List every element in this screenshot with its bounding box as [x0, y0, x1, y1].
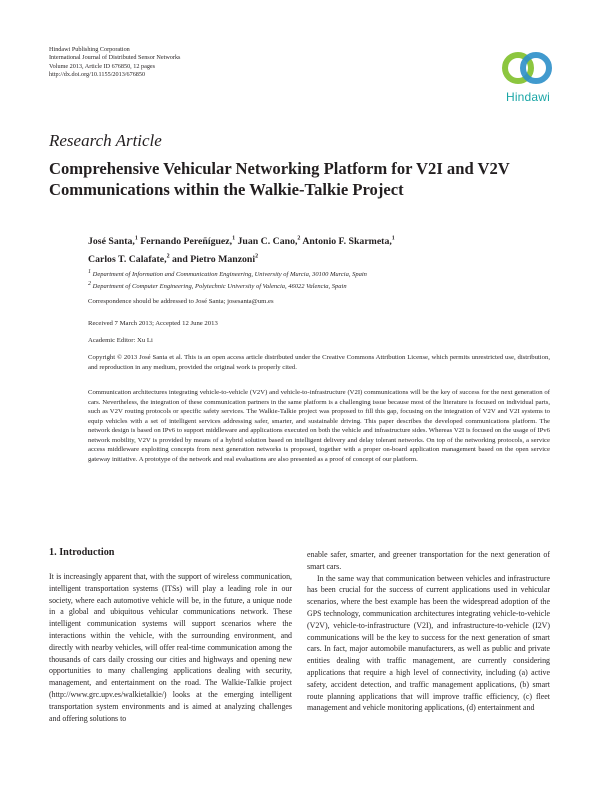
copyright-notice: Copyright © 2013 José Santa et al. This is an open access article distributed under the Creative Commons Attribution License, which permits unrestricted use, distribution, and reproduction in any medium, provided the original work is properly cited.	[88, 354, 550, 371]
abstract: Communication architectures integrating vehicle-to-vehicle (V2V) and vehicle-to-infrastructure (V2I) communications will be the key of success for the next generation of cars. Nevertheless, the integration of these communication partners in the same platform is a challenging issue because most of the literature is focused on individual parts, such as V2V routing protocols or specific safety services. The Walkie-Talkie project was proposed to fill this gap, focusing on the integration of V2V and V2I systems to equip vehicles with a set of intelligent services addressing safer, smarter, and sustainable driving. This paper describes the developed communications platform. The network design is based on IPv6 to support middleware and applications executed on both the vehicle and infrastructure sides. Whereas V2I is focused on the usage of IPv6 network mobility, V2V is provided by means of a hybrid solution based on intelligent delivery and delay tolerant networks. On top of the networking protocols, a service access middleware exploiting concepts from next generation networks is proposed, together with a proper on-board application management based on the open service gateway initiative. A prototype of the network and real evaluations are also presented as a proof of concept of our platform.	[88, 389, 550, 463]
academic-editor: Academic Editor: Xu Li	[88, 337, 153, 344]
author: José Santa,$^1$	[88, 236, 138, 248]
affiliation: $^1$ Department of Information and Communication Engineering, University of Murcia, 30100 Murcia, Spain	[88, 269, 367, 279]
author: Juan C. Cano,$^2$	[237, 236, 301, 248]
doi-link[interactable]: http://dx.doi.org/10.1155/2013/676850	[49, 70, 146, 78]
author: and Pietro Manzoni$^2$	[172, 253, 259, 266]
journal-header	[49, 46, 180, 79]
author: Antonio F. Skarmeta,$^1$	[302, 236, 395, 248]
received-dates: Received 7 March 2013; Accepted 12 June 2013	[88, 320, 218, 327]
logo-wordmark: Hindawi	[505, 90, 551, 104]
article-type: Research Article	[49, 131, 162, 150]
paper-title: Comprehensive Vehicular Networking Platform for V2I and V2V Communications within the Walkie-Talkie Project	[49, 159, 510, 199]
paragraph: enable safer, smarter, and greener transportation for the next generation of smart cars.	[307, 550, 550, 571]
journal-name: International Journal of Distributed Sensor Networks	[49, 54, 181, 62]
volume-info: Volume 2013, Article ID 676850, 12 pages	[49, 62, 156, 70]
section-heading: 1. Introduction	[49, 547, 115, 558]
right-column	[307, 549, 550, 714]
left-column	[49, 571, 292, 724]
author: Fernando Pereñíguez,$^1$	[140, 236, 236, 248]
paragraph: It is increasingly apparent that, with the support of wireless communication, intelligent transportation systems (ITSs) will play a leading role in our society, where each automotive vehicle will be, in the future, a unique node in a global and ubiquitous vehicular communications network. These intelligent communication systems will support scenarios where the interactions within the vehicle, with the surrounding environment, and directly with nearby vehicles, will offer real-time communication among the thousands of cars daily crossing our cities and highways and opening new opportunities to many challenging applications dealing with security, management, and entertainment on the road. The Walkie-Talkie project (http://www.grc.upv.es/walkietalkie/) looks at the emerging intelligent transportation system environments and is aimed at analyzing challenges and offering solutions to	[49, 572, 292, 723]
author-list	[88, 232, 518, 268]
paragraph: In the same way that communication between vehicles and infrastructure has been crucial for the success of current applications used in vehicular scenarios, where the best example has been the widespread adoption of the GPS technology, communication architectures integrating vehicle-to-vehicle (V2V), vehicle-to-infrastructure (V2I), and infrastructure-to-vehicle (I2V) communications will be the key to success for the next generation of smart cars. In fact, major automobile manufacturers, as well as public and private entities dealing with traffic management, are currently considering applications that require a high level of connectivity, including (a) active safety, accident detection, and traffic management applications, (b) smart route planning applications that will improve traffic efficiency, (c) fleet management and vehicle monitoring applications, (d) entertainment and	[307, 573, 550, 713]
correspondence: Correspondence should be addressed to José Santa; josesanta@um.es	[88, 298, 274, 305]
affiliation: $^2$ Department of Computer Engineering, Polytechnic University of Valencia, 46022 Valencia, Spain	[88, 281, 347, 291]
publisher-name: Hindawi Publishing Corporation	[49, 46, 130, 53]
author: Carlos T. Calafate,$^2$	[88, 253, 170, 266]
